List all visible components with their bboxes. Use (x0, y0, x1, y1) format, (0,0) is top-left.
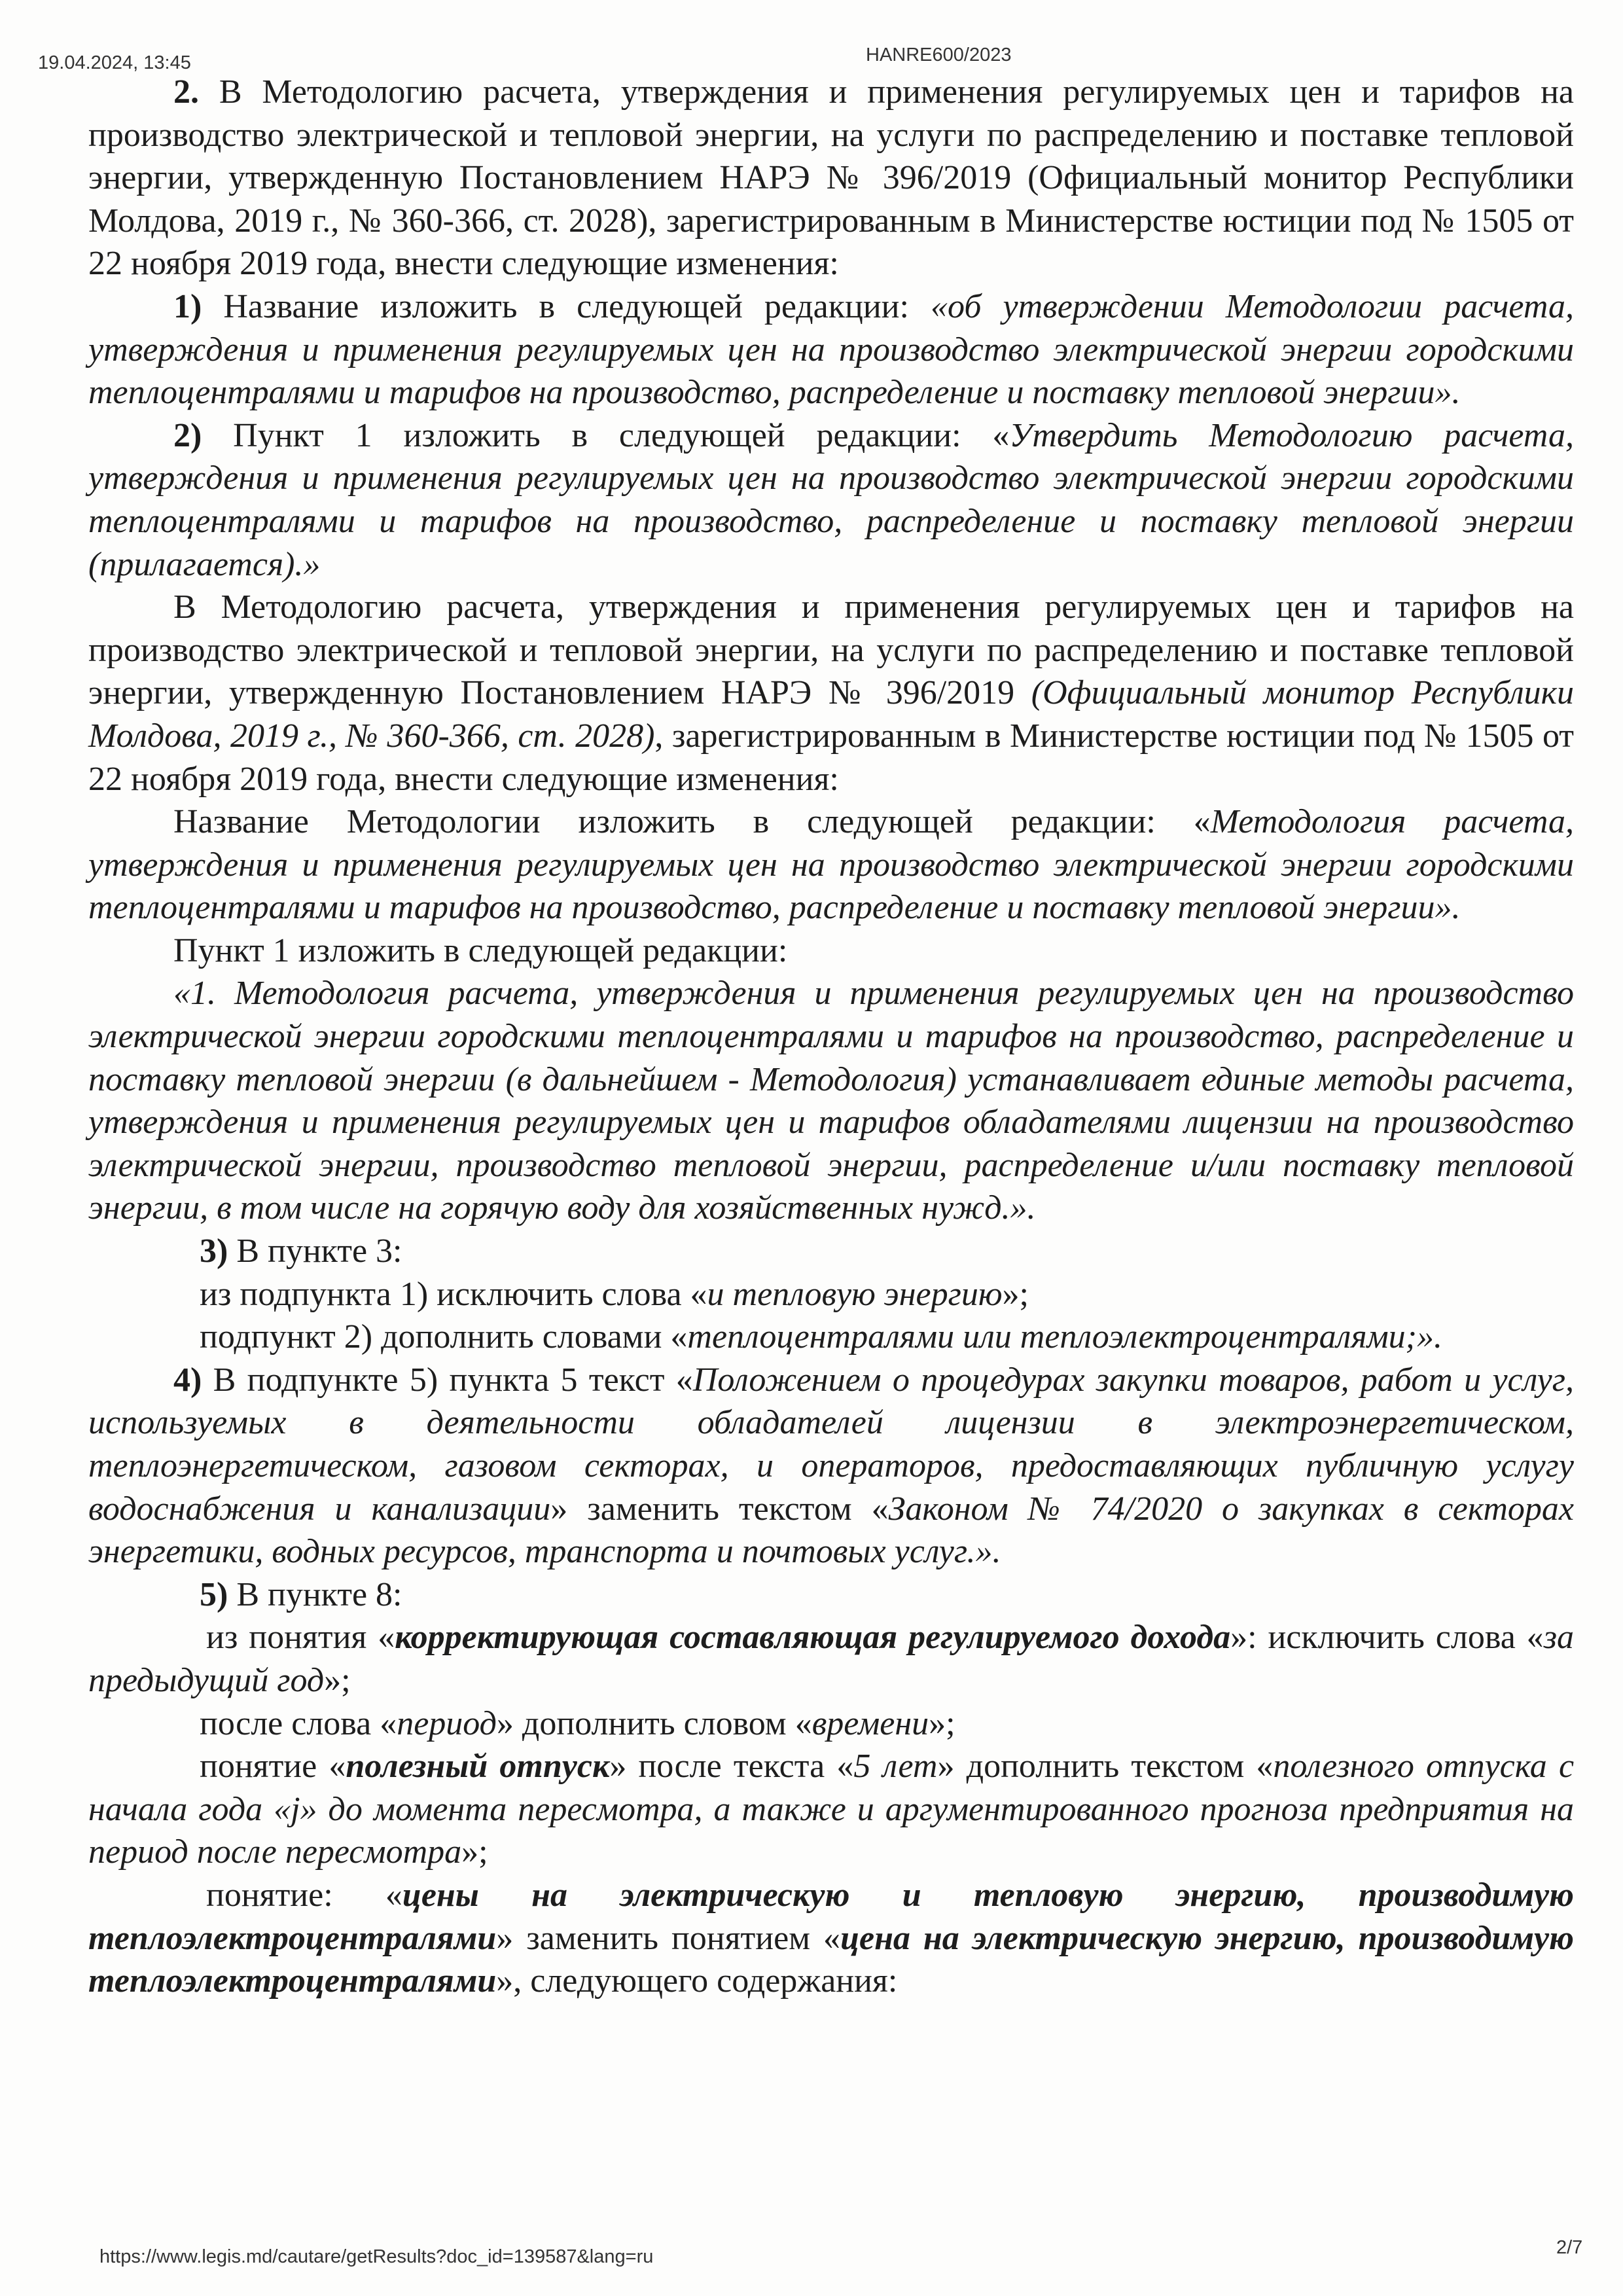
paragraph-2-2 (88, 414, 1574, 586)
paragraph-text: из подпункта 1) исключить слова « (200, 1275, 707, 1313)
paragraph-text: » дополнить словом « (496, 1704, 812, 1742)
paragraph-text: » после текста « (609, 1748, 854, 1785)
paragraph-text: В Методологию расчета, утверждения и применения регулируемых цен и тарифов на производство электрической и тепловой энергии, на услуги по распределению и поставке тепловой энергии, утвержденную Постановлением НАРЭ № 396/2019 (Официальный монитор Республики Молдова, 2019 г., № 360-366, ст. 2028), зарегистрированным в Министерстве юстиции под № 1505 от 22 ноября 2019 года, внести следующие изменения: (88, 73, 1574, 283)
item-number: 4) (173, 1361, 202, 1399)
paragraph-text: »; (1002, 1275, 1029, 1313)
paragraph-text: »: исключить слова « (1230, 1619, 1544, 1657)
paragraph-5-sub3 (88, 1745, 1574, 1874)
paragraph-text: »; (461, 1833, 488, 1871)
paragraph-text: В подпункте 5) пункта 5 текст « (202, 1361, 693, 1399)
term-text: цены на электрическую и тепловую энергию, производимую теплоэлектроцентралями (88, 1876, 1575, 1957)
quoted-text: времени (812, 1704, 929, 1742)
item-number: 5) (200, 1575, 228, 1613)
paragraph-text: »; (324, 1661, 351, 1699)
paragraph-text: В пункте 3: (228, 1232, 402, 1270)
quoted-text: и тепловую энергию (707, 1275, 1003, 1313)
paragraph-text: Пункт 1 изложить в следующей редакции: (173, 931, 788, 969)
item-number: 2. (173, 73, 199, 111)
paragraph-text: понятие « (200, 1748, 346, 1785)
paragraph-point-1-text (88, 972, 1574, 1230)
paragraph-2-1 (88, 285, 1574, 414)
term-text: полезный отпуск (346, 1748, 610, 1785)
quoted-text: Утвердить Методологию расчета, утверждения и применения регулируемых цен на производство электрической энергии городскими теплоцентралями и тарифов на производство, распределение и поставку тепловой энергии (прилагается).» (88, 416, 1574, 583)
paragraph-3-sub1 (88, 1273, 1574, 1316)
paragraph-5-sub4 (88, 1874, 1574, 2003)
paragraph-point-1 (88, 929, 1574, 973)
quoted-text: 5 лет (853, 1748, 938, 1785)
paragraph-2 (88, 71, 1574, 285)
document-code: HANRE600/2023 (866, 45, 1012, 65)
paragraph-methodology-name (88, 800, 1574, 929)
item-number: 1) (173, 287, 202, 325)
quoted-text: за предыдущий год (88, 1619, 1574, 1699)
quoted-text: Законом № 74/2020 о закупках в секторах энергетики, водных ресурсов, транспорта и почтовых услуг.». (88, 1490, 1575, 1571)
paragraph-text: понятие: « (206, 1876, 402, 1914)
paragraph-text: Название Методологии изложить в следующей редакции: « (173, 803, 1211, 841)
paragraph-text: Название изложить в следующей редакции: (202, 287, 931, 325)
paragraph-5-sub1 (88, 1616, 1574, 1702)
quoted-text: Положением о процедурах закупки товаров, работ и услуг, используемых в деятельности обладателей лицензии в электроэнергетическом, теплоэнергетическом, газовом секторах, и операторов, предоставляющих публичную услугу водоснабжения и канализации (88, 1361, 1574, 1528)
paragraph-3 (88, 1230, 1574, 1273)
citation-text: (Официальный монитор Республики Молдова, 2019 г., № 360-366, ст. 2028) (88, 674, 1575, 755)
document-body (88, 71, 1574, 2003)
source-url: https://www.legis.md/cautare/getResults?doc_id=139587&lang=ru (99, 2246, 654, 2267)
quoted-text: Методология расчета, утверждения и применения регулируемых цен на производство электрической энергии городскими теплоцентралями и тарифов на производство, распределение и поставку тепловой энергии». (88, 803, 1575, 927)
quoted-text: теплоцентралями или теплоэлектроцентралями;». (687, 1318, 1442, 1356)
paragraph-text: »; (929, 1704, 955, 1742)
paragraph-text: В пункте 8: (228, 1575, 402, 1613)
paragraph-4 (88, 1359, 1574, 1573)
paragraph-text: после слова « (200, 1704, 397, 1742)
print-datetime: 19.04.2024, 13:45 (38, 52, 191, 73)
item-number: 2) (173, 416, 202, 454)
paragraph-text: В Методологию расчета, утверждения и применения регулируемых цен и тарифов на производство электрической и тепловой энергии, на услуги по распределению и поставке тепловой энергии, утвержденную Постановлением НАРЭ № 396/2019 (88, 588, 1574, 712)
paragraph-text: » заменить понятием « (496, 1919, 841, 1957)
term-text: корректирующая составляющая регулируемого дохода (395, 1619, 1231, 1657)
paragraph-text: », следующего содержания: (496, 1962, 898, 2000)
quoted-text: «1. Методология расчета, утверждения и применения регулируемых цен на производство электрической энергии городскими теплоцентралями и тарифов на производство, распределение и поставку тепловой энергии (в дальнейшем - Методология) устанавливает единые методы расчета, утверждения и применения регулируемых цен и тарифов обладателями лицензии на производство электрической энергии, производство тепловой энергии, распределение и/или поставку тепловой энергии, в том числе на горячую воду для хозяйственных нужд.». (88, 975, 1574, 1227)
paragraph-text: подпункт 2) дополнить словами « (200, 1318, 688, 1356)
paragraph-5-sub2 (88, 1702, 1574, 1746)
quoted-text: «об утверждении Методологии расчета, утверждения и применения регулируемых цен на производство электрической энергии городскими теплоцентралями и тарифов на производство, распределение и поставку тепловой энергии». (88, 287, 1575, 412)
paragraph-3-sub2 (88, 1316, 1574, 1359)
paragraph-5 (88, 1573, 1574, 1617)
paragraph-text: » заменить текстом « (550, 1490, 889, 1528)
paragraph-text: Пункт 1 изложить в следующей редакции: « (202, 416, 1010, 454)
term-text: цена на электрическую энергию, производимую теплоэлектроцентралями (88, 1919, 1574, 2000)
item-number: 3) (200, 1232, 228, 1270)
quoted-text: период (397, 1704, 497, 1742)
page-number: 2/7 (1556, 2237, 1583, 2258)
paragraph-text: из понятия « (206, 1619, 395, 1657)
paragraph-amend-methodology (88, 586, 1574, 800)
paragraph-text: , зарегистрированным в Министерстве юстиции под № 1505 от 22 ноября 2019 года, внести следующие изменения: (88, 717, 1574, 798)
quoted-text: полезного отпуска с начала года «j» до момента пересмотра, а также и аргументированного прогноза предприятия на период после пересмотра (88, 1748, 1575, 1871)
paragraph-text: » дополнить текстом « (937, 1748, 1274, 1785)
